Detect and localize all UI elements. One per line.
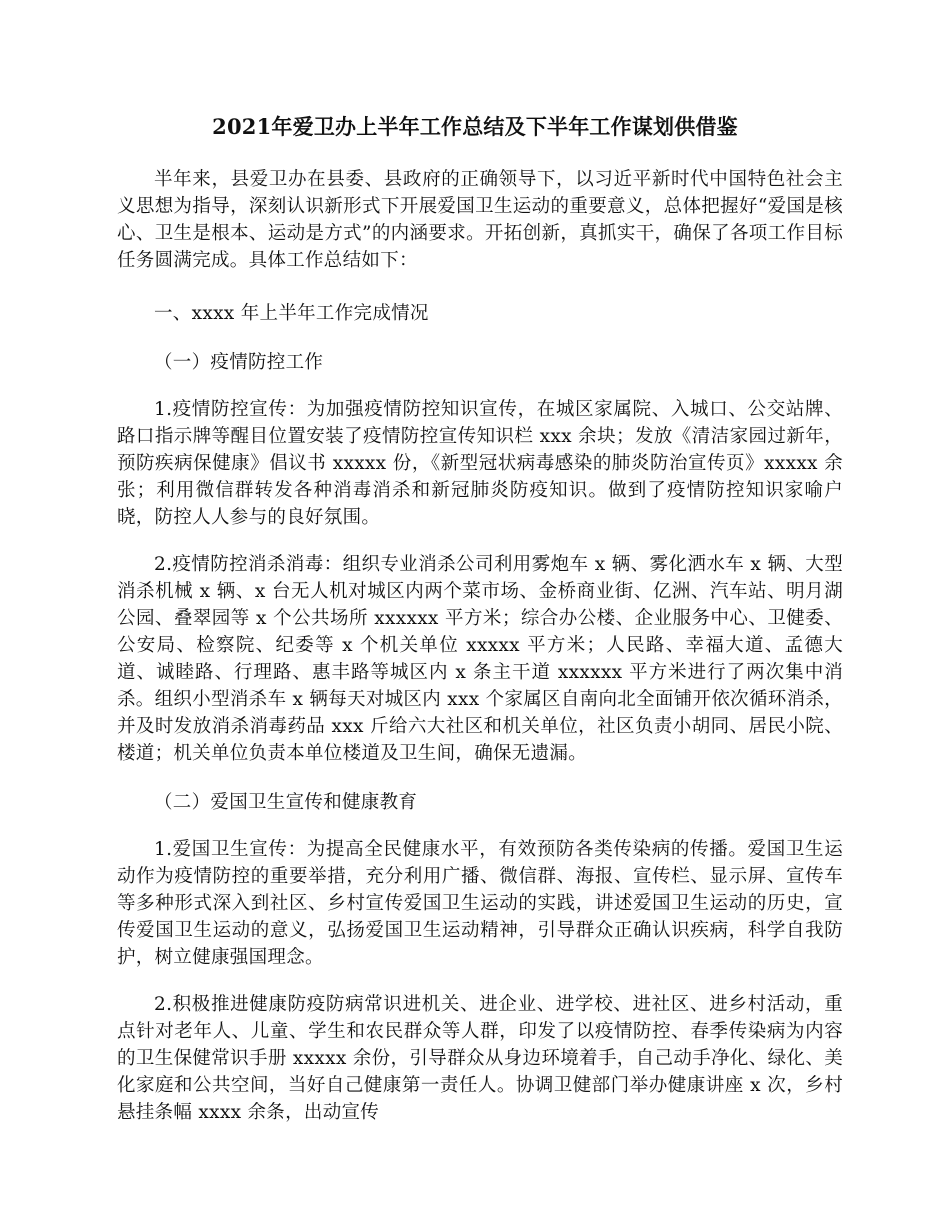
paragraph-patriotic-hygiene: 1.爱国卫生宣传：为提高全民健康水平，有效预防各类传染病的传播。爱国卫生运动作为疫情防控的重要举措，充分利用广播、微信群、海报、宣传栏、显示屏、宣传车等多种形式深入到社区、乡村宣传爱国卫生运动的实践，讲述爱国卫生运动的历史，宣传爱国卫生运动的意义，弘扬爱国卫生运动精神，引导群众正确认识疾病，科学自我防护，树立健康强国理念。	[117, 839, 843, 968]
intro-paragraph: 半年来，县爱卫办在县委、县政府的正确领导下，以习近平新时代中国特色社会主义思想为指导，深刻认识新形式下开展爱国卫生运动的重要意义，总体把握好“爱国是核心、卫生是根本、运动是方式”的内涵要求。开拓创新，真抓实干，确保了各项工作目标任务圆满完成。具体工作总结如下：	[117, 169, 843, 271]
section-heading-1: 一、xxxx 年上半年工作完成情况	[154, 303, 429, 324]
subsection-heading-epidemic-control: （一）疫情防控工作	[154, 352, 324, 373]
subsection-heading-health-education: （二）爱国卫生宣传和健康教育	[154, 792, 418, 813]
paragraph-health-promotion: 2.积极推进健康防疫防病常识进机关、进企业、进学校、进社区、进乡村活动，重点针对老年人、儿童、学生和农民群众等人群，印发了以疫情防控、春季传染病为内容的卫生保健常识手册 xxxxx 余份，引导群众从身边环境着手，自己动手净化、绿化、美化家庭和公共空间，当好自己健康第一责任人。协调卫健部门举办健康讲座 x 次，乡村悬挂条幅 xxxx 余条，出动宣传	[117, 994, 843, 1123]
paragraph-epidemic-disinfection: 2.疫情防控消杀消毒：组织专业消杀公司利用雾炮车 x 辆、雾化洒水车 x 辆、大型消杀机械 x 辆、x 台无人机对城区内两个菜市场、金桥商业街、亿洲、汽车站、明月湖公园、叠翠园等 x 个公共场所 xxxxxx 平方米；综合办公楼、企业服务中心、卫健委、公安局、检察院、纪委等 x 个机关单位 xxxxx 平方米；人民路、幸福大道、孟德大道、诚睦路、行理路、惠丰路等城区内 x 条主干道 xxxxxx 平方米进行了两次集中消杀。组织小型消杀车 x 辆每天对城区内 xxx 个家属区自南向北全面铺开依次循环消杀，并及时发放消杀消毒药品 xxx 斤给六大社区和机关单位，社区负责小胡同、居民小院、楼道；机关单位负责本单位楼道及卫生间，确保无遗漏。	[117, 554, 843, 764]
document-body	[117, 166, 843, 1126]
paragraph-epidemic-publicity: 1.疫情防控宣传：为加强疫情防控知识宣传，在城区家属院、入城口、公交站牌、路口指示牌等醒目位置安装了疫情防控宣传知识栏 xxx 余块；发放《清洁家园过新年，预防疾病保健康》倡议书 xxxxx 份，《新型冠状病毒感染的肺炎防治宣传页》xxxxx 余张；利用微信群转发各种消毒消杀和新冠肺炎防疫知识。做到了疫情防控知识家喻户晓，防控人人参与的良好氛围。	[117, 399, 843, 528]
document-title: 2021年爱卫办上半年工作总结及下半年工作谋划供借鉴	[212, 114, 738, 139]
